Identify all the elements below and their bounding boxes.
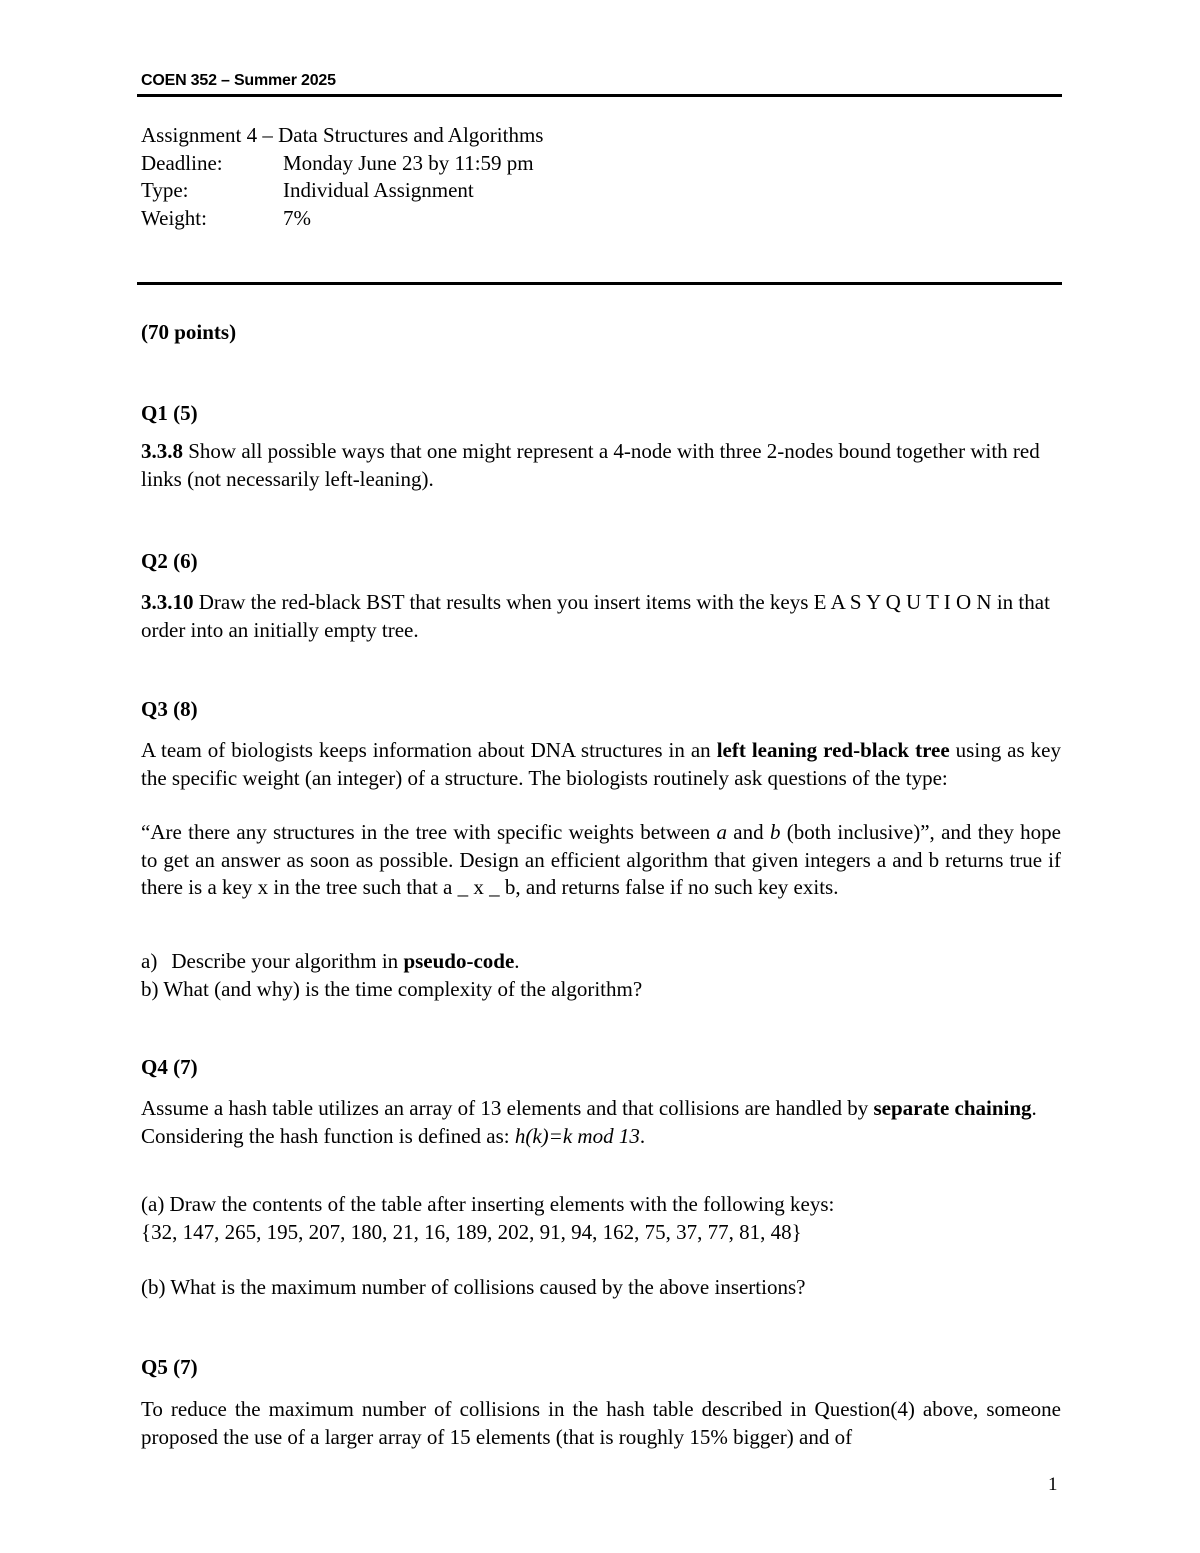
meta-value: 7% bbox=[283, 205, 311, 230]
q4-part-a: (a) Draw the contents of the table after inserting elements with the following keys: bbox=[141, 1192, 835, 1216]
q3-paragraph-2 bbox=[141, 819, 1061, 902]
q5-heading: Q5 (7) bbox=[141, 1355, 198, 1379]
meta-label: Type: bbox=[141, 178, 189, 202]
q3-p1-bold: left leaning red-black tree bbox=[716, 738, 950, 762]
meta-label: Weight: bbox=[141, 205, 207, 230]
q1-heading: Q1 (5) bbox=[141, 401, 198, 425]
meta-label: Deadline: bbox=[141, 150, 223, 175]
meta-value: Individual Assignment bbox=[283, 178, 474, 202]
q3-part-b: b) What (and why) is the time complexity of the algorithm? bbox=[141, 977, 643, 1001]
q4-p1-bold: separate chaining bbox=[873, 1096, 1032, 1120]
q4-p1-end: . bbox=[639, 1123, 646, 1148]
meta-row-deadline bbox=[141, 150, 543, 178]
meta-row-weight bbox=[141, 205, 543, 233]
q2-ref: 3.3.10 bbox=[141, 590, 194, 614]
q3-heading: Q3 (8) bbox=[141, 697, 198, 721]
q3-part-a-text: Describe your algorithm in bbox=[171, 949, 404, 973]
q4-p1-text: Assume a hash table utilizes an array of 13 elements and that collisions are handled by bbox=[141, 1096, 874, 1120]
q3-p1-text-2: using as key the specific weight (an integer) of a structure. The biologists routinely ask questions of the type: bbox=[141, 738, 1061, 790]
q2-body: Draw the red-black BST that results when you insert items with the keys E A S Y Q U T I O N in that order into an initially empty tree. bbox=[141, 590, 1050, 642]
q4-hash-function: h(k)=k mod 13 bbox=[514, 1123, 640, 1148]
page-number: 1 bbox=[1048, 1474, 1058, 1495]
q3-part-a-bold: pseudo-code bbox=[403, 949, 515, 973]
q4-keys: {32, 147, 265, 195, 207, 180, 21, 16, 189, 202, 91, 94, 162, 75, 37, 77, 81, 48} bbox=[141, 1220, 802, 1244]
q4-heading: Q4 (7) bbox=[141, 1055, 198, 1079]
q3-var-a: a bbox=[716, 820, 727, 844]
assignment-title: Assignment 4 – Data Structures and Algorithms bbox=[141, 123, 544, 147]
q1-body: Show all possible ways that one might represent a 4-node with three 2-nodes bound together with red links (not necessarily left-leaning). bbox=[141, 439, 1040, 491]
meta-row-type bbox=[141, 177, 543, 205]
q1-text bbox=[141, 438, 1061, 493]
q3-paragraph-1 bbox=[141, 737, 1061, 792]
q3-p2-text: “Are there any structures in the tree with specific weights between bbox=[141, 820, 717, 844]
q3-part-a-end: . bbox=[514, 949, 520, 973]
assignment-meta bbox=[141, 122, 543, 232]
q3-part-a bbox=[141, 948, 1061, 976]
q5-text: To reduce the maximum number of collisions in the hash table described in Question(4) above, someone proposed the use of a larger array of 15 elements (that is roughly 15% bigger) and of bbox=[141, 1397, 1061, 1449]
section-rule bbox=[137, 282, 1062, 285]
q3-p2-and: and bbox=[727, 820, 770, 844]
header-rule bbox=[137, 94, 1062, 97]
meta-value: Monday June 23 by 11:59 pm bbox=[283, 150, 534, 175]
q1-ref: 3.3.8 bbox=[141, 439, 183, 463]
q2-heading: Q2 (6) bbox=[141, 549, 198, 573]
q4-part-b: (b) What is the maximum number of collisions caused by the above insertions? bbox=[141, 1275, 806, 1299]
q3-var-b: b bbox=[769, 820, 781, 844]
q3-p2-text-2: (both inclusive)”, and they hope to get an answer as soon as possible. Design an efficient algorithm that given integers a and b returns true if there is a key x in the tree such that a _ x _ b, and returns false if no such key exits. bbox=[141, 820, 1061, 899]
total-points: (70 points) bbox=[141, 320, 237, 344]
course-header: COEN 352 – Summer 2025 bbox=[141, 72, 336, 89]
q2-text bbox=[141, 589, 1061, 644]
q4-paragraph-1 bbox=[141, 1095, 1061, 1150]
q4-p1-text-2: . Considering the hash function is defined as: bbox=[141, 1096, 1037, 1148]
q3-p1-text: A team of biologists keeps information about DNA structures in an bbox=[141, 738, 717, 762]
q3-part-a-label: a) bbox=[141, 949, 158, 973]
